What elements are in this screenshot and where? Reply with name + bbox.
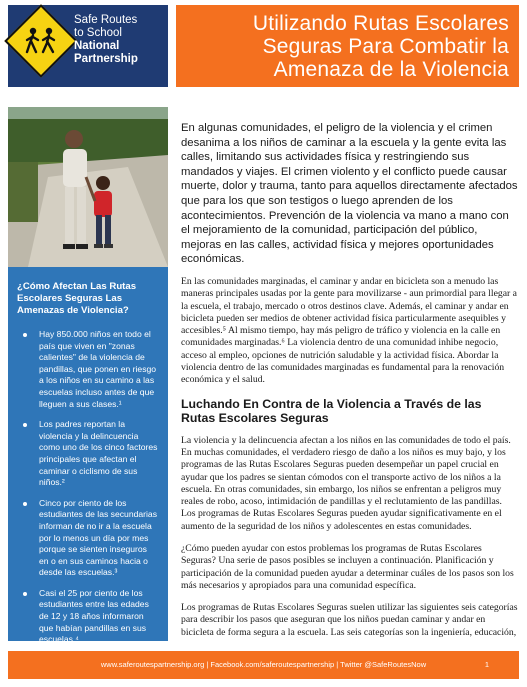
photo-illustration <box>8 107 168 267</box>
body-paragraph: En las comunidades marginadas, el caminar y andar en bicicleta son a menudo las maneras principales usadas por la gente para movilizarse - aun primordial para llegar a la escuela, el trabajo, mercado o otros destinos clave. Además, el caminar y andar en bicicleta pueden ser medios de obtener actividad física particularmente asequibles y accesibles.⁵ Al mismo tiempo, hay más peligro de tráfico y violencia en la calle en comunidades marginadas.⁶ La violencia dentro de una comunidad inhibe negocio, acceso al empleo, opciones de nutrición saludable y la actividad física. Abordar la violencia dentro de las comunidades marginadas es fundamental para la renovación económica y el salud. <box>181 275 517 386</box>
page-number: 1 <box>484 660 489 669</box>
section-heading: Luchando En Contra de la Violencia a Través de las Rutas Escolares Seguras <box>181 396 482 425</box>
children-walking-icon <box>22 26 60 54</box>
body-paragraph: La violencia y la delincuencia afectan a los niños en las comunidades de todo el país. En muchas comunidades, el verdadero riesgo de daño a los niños es muy bajo, y los programas de las Rutas Escolares Seguras pueden desempeñar un papel crucial en ayudar que los padres se sientan cómodos con el transporte activo de los niños a la escuela. En otras comunidades, sin embargo, los niños se enfrentan a peligros muy reales de robo, acoso, intimidación de pandillas y el reclutamiento de las pandillas. Los programas de Rutas Escolares Seguras pueden ayudar significativamente en el aumento de la seguridad de los niños y adolescentes en estas comunidades. <box>181 434 511 532</box>
list-item <box>17 498 158 579</box>
logo-line: Safe Routes <box>74 14 138 26</box>
page-title <box>176 5 519 87</box>
logo-wordmark <box>74 14 138 66</box>
fact-text: Cinco por ciento de los estudiantes de las secundarias informan de no ir a la escuela por lo menos un día por mes porque se sienten inseguros en o en sus caminos hacia o desde las escuelas.³ <box>39 497 158 578</box>
list-item <box>17 329 158 410</box>
lead-paragraph: En algunas comunidades, el peligro de la violencia y el crimen desanima a los niños de caminar a la escuela y la gente evita las calles, limitando sus actividades física y restringiendo sus mandados y viajes. El crimen violento y el conflicto puede causar muerte, dolor y trauma, tanto para aquellos directamente afectados que para los que son testigos o luego aprenden de los acontecimientos. Prevención de la violencia va mano a mano con el mejoramiento de la comunidad, participación del público, mejoras en las calles, actividad física y mejores oportunidades económicas. <box>181 122 518 266</box>
fact-text: Los padres reportan la violencia y la delincuencia como uno de los cinco factores principales que afectan el caminar o ciclismo de sus niños.² <box>39 419 158 488</box>
bullet-icon <box>23 333 27 337</box>
logo-line: to School <box>74 27 122 39</box>
list-item <box>17 588 158 646</box>
list-item <box>17 419 158 489</box>
title-line: Seguras Para Combatir la <box>262 34 509 58</box>
bullet-icon <box>23 423 27 427</box>
main-content <box>181 121 518 649</box>
facts-sidebar <box>8 267 168 645</box>
sidebar-heading: ¿Cómo Afectan Las Rutas Escolares Seguras Las Amenazas de Violencia? <box>17 281 137 316</box>
logo-line-bold: National <box>74 40 120 52</box>
facts-list <box>17 329 158 646</box>
bullet-icon <box>23 502 27 506</box>
footer-links[interactable]: www.saferoutespartnership.org | Facebook.com/saferoutespartnership | Twitter @SafeRoutesNow <box>100 660 427 669</box>
fact-text: Hay 850.000 niños en todo el país que viven en "zonas calientes" de la violencia de pandillas, que ponen en riesgo a los niños en su camino a las escuelas incluso antes de que lleguen a sus clases.¹ <box>39 329 157 409</box>
logo-line-bold: Partnership <box>74 53 138 65</box>
footer-bar <box>8 651 519 679</box>
organization-logo <box>8 5 168 87</box>
title-line: Amenaza de la Violencia <box>273 57 509 81</box>
photo-grandfather-and-child-walking <box>8 107 168 267</box>
body-paragraph: Los programas de Rutas Escolares Seguras suelen utilizar las siguientes seis categorías para describir los pasos que aseguran que los niños puedan caminar y andar en bicicleta de forma segura a la escuela. Las seis categorías son la ingeniería, educación, <box>181 602 518 638</box>
bullet-icon <box>23 592 27 596</box>
body-paragraph: ¿Cómo pueden ayudar con estos problemas los programas de Rutas Escolares Seguras? Una serie de pasos posibles se incluyen a continuación. Planificación y participación de la comunidad pueden ayudar a determinar cuáles de los pasos son los más necesarios y apropiados para una comunidad específica. <box>181 542 514 591</box>
title-line: Utilizando Rutas Escolares <box>252 11 509 35</box>
fact-text: Casi el 25 por ciento de los estudiantes entre las edades de 12 y 18 años informaron que habían pandillas en sus escuelas.⁴ <box>39 587 149 645</box>
